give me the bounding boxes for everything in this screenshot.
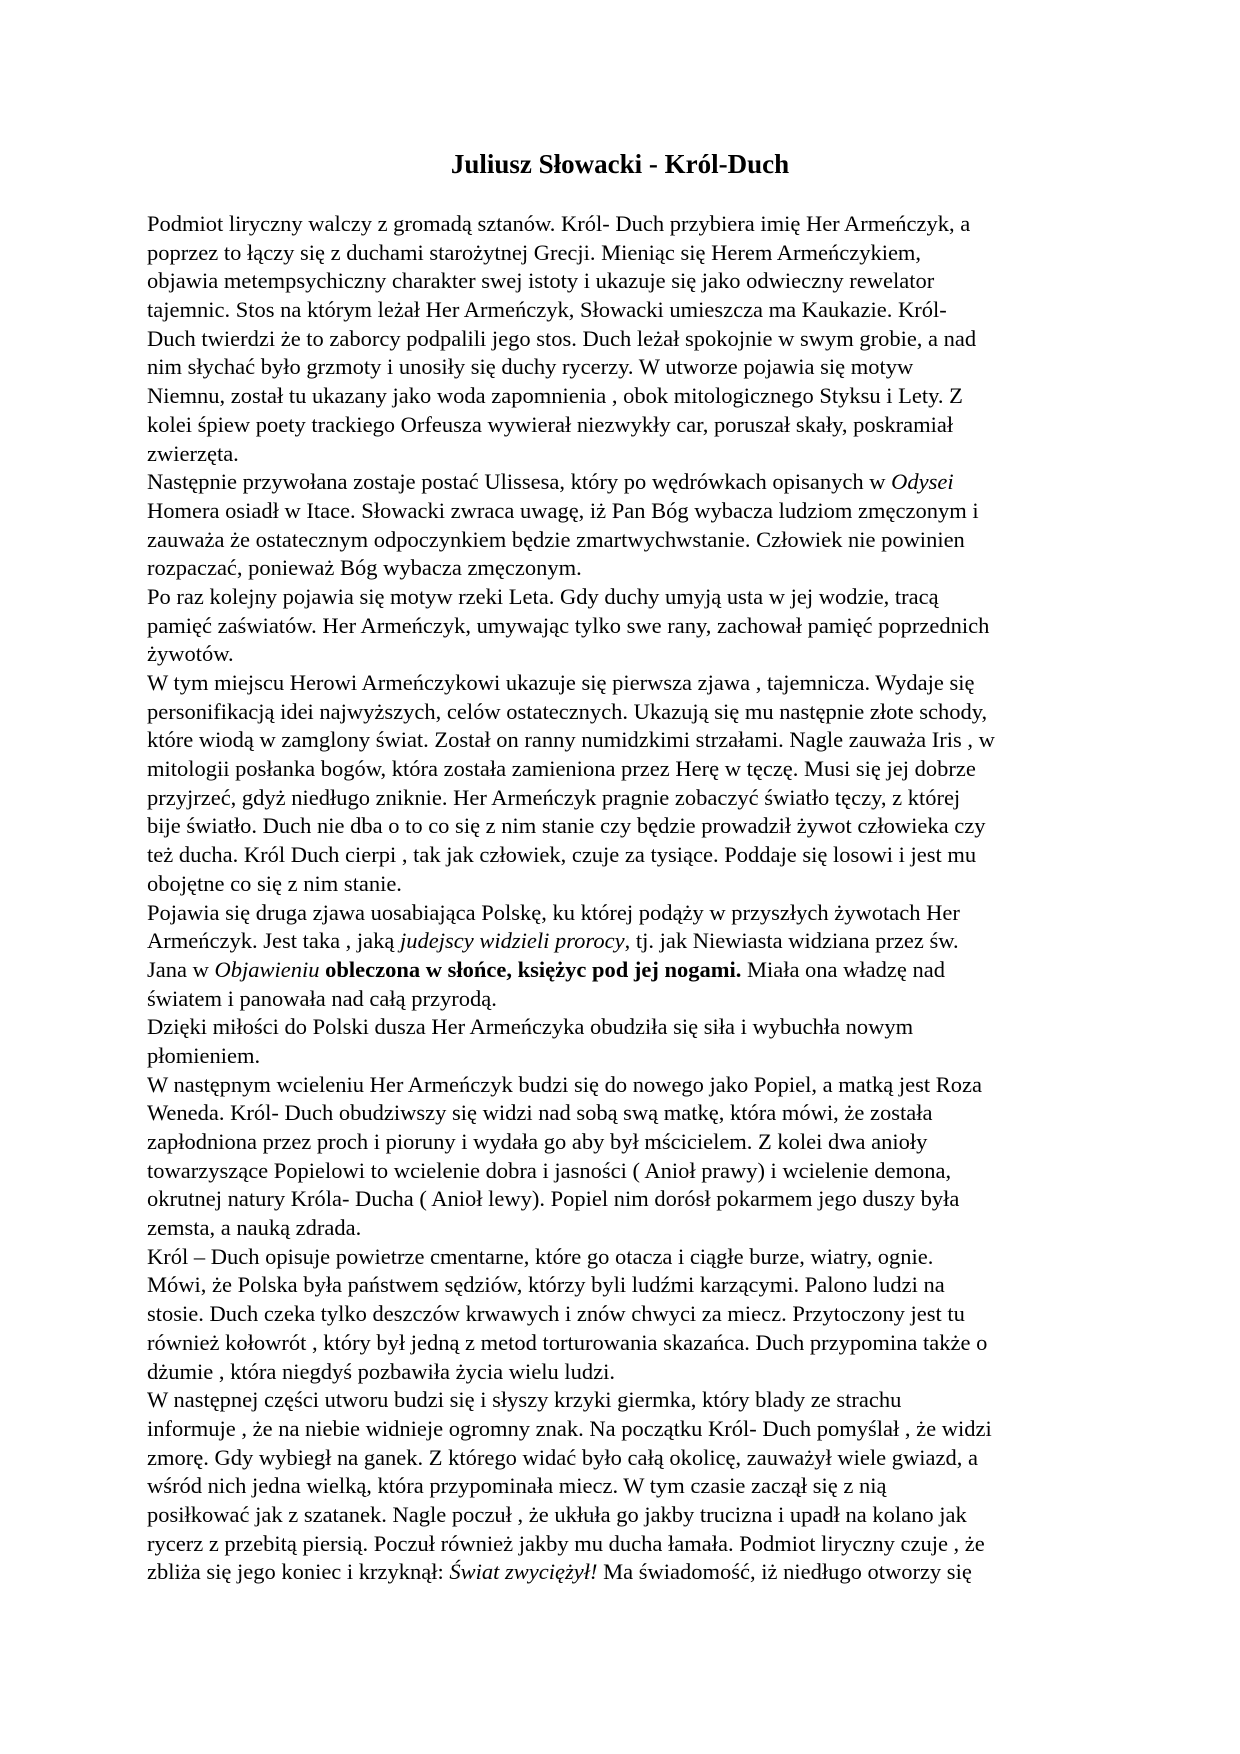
text-line: żywotów. xyxy=(147,641,234,667)
italic-phrase: Odysei xyxy=(891,469,954,495)
text-line: płomieniem. xyxy=(147,1042,261,1068)
text-line: zapłodniona przez proch i pioruny i wydała go aby był mścicielem. Z kolei dwa anioły xyxy=(147,1129,928,1154)
text-line: informuje , że na niebie widnieje ogromny znak. Na początku Król- Duch pomyślał , że widzi xyxy=(147,1415,992,1441)
text-line: rycerz z przebitą piersią. Poczuł również jakby mu ducha łamała. Podmiot liryczny czuje , że xyxy=(147,1530,985,1556)
text-line: okrutnej natury Króla- Ducha ( Anioł lewy). Popiel nim dorósł pokarmem jego duszy była xyxy=(147,1186,960,1212)
text-line: Niemnu, został tu ukazany jako woda zapomnienia , obok mitologicznego Styksu i Lety. Z xyxy=(147,383,963,409)
text-line: Król – Duch opisuje powietrze cmentarne, które go otacza i ciągłe burze, wiatry, ognie. xyxy=(147,1243,934,1269)
text-line: W następnej części utworu budzi się i słyszy krzyki giermka, który blady ze strachu xyxy=(147,1387,902,1413)
text-line: objawia metempsychiczny charakter swej istoty i ukazuje się jako odwieczny rewelator xyxy=(147,268,935,294)
italic-phrase: judejscy widzieli prorocy xyxy=(400,928,625,954)
text-line: kolei śpiew poety trackiego Orfeusza wywierał niezwykły car, poruszał skały, poskramiał xyxy=(147,411,954,437)
italic-phrase: Świat zwyciężył! xyxy=(449,1559,598,1585)
text-line: obojętne co się z nim stanie. xyxy=(147,870,402,896)
text-line: poprzez to łączy się z duchami starożytnej Grecji. Mieniąc się Herem Armeńczykiem, xyxy=(147,239,922,265)
text-line: W następnym wcieleniu Her Armeńczyk budzi się do nowego jako Popiel, a matką jest Roza xyxy=(147,1071,982,1097)
text-line: W tym miejscu Herowi Armeńczykowi ukazuje się pierwsza zjawa , tajemnicza. Wydaje się xyxy=(147,670,975,695)
text-line: Jana w Objawieniu obleczona w słońce, księżyc pod jej nogami. Miała ona władzę nad xyxy=(147,956,945,982)
page-title: Juliusz Słowacki - Król-Duch xyxy=(450,149,790,179)
text-line: towarzyszące Popielowi to wcielenie dobra i jasności ( Anioł prawy) i wcielenie demona, xyxy=(147,1157,952,1183)
body-text xyxy=(147,210,1087,1587)
text-line: Dzięki miłości do Polski dusza Her Armeńczyka obudziła się siła i wybuchła nowym xyxy=(147,1014,914,1040)
text-line: Armeńczyk. Jest taka , jaką judejscy widzieli prorocy, tj. jak Niewiasta widziana przez św. xyxy=(147,928,959,954)
text-line: zemsta, a nauką zdrada. xyxy=(147,1215,362,1241)
text-line: stosie. Duch czeka tylko deszczów krwawych i znów chwyci za miecz. Przytoczony jest tu xyxy=(147,1301,965,1327)
text-line: Pojawia się druga zjawa uosabiająca Polskę, ku której podąży w przyszłych żywotach Her xyxy=(147,899,960,925)
text-line: posiłkować jak z szatanek. Nagle poczuł , że ukłuła go jakby trucizna i upadł na kolano jak xyxy=(147,1501,967,1527)
text-line: Weneda. Król- Duch obudziwszy się widzi nad sobą swą matkę, która mówi, że została xyxy=(147,1100,933,1126)
text-line: dżumie , która niegdyś pozbawiła życia wielu ludzi. xyxy=(147,1358,615,1384)
text-line: które wiodą w zamglony świat. Został on ranny numidzkimi strzałami. Nagle zauważa Iris , w xyxy=(147,727,995,753)
text-line: Następnie przywołana zostaje postać Ulissesa, który po wędrówkach opisanych w Odysei xyxy=(147,469,954,495)
text-line: personifikacją idei najwyższych, celów ostatecznych. Ukazują się mu następnie złote schody, xyxy=(147,698,988,724)
text-line: zauważa że ostatecznym odpoczynkiem będzie zmartwychwstanie. Człowiek nie powinien xyxy=(147,526,965,552)
text-line: zmorę. Gdy wybiegł na ganek. Z którego widać było całą okolicę, zauważył wiele gwiazd, a xyxy=(147,1444,978,1470)
text-line: światem i panowała nad całą przyrodą. xyxy=(147,985,497,1011)
text-line: zwierzęta. xyxy=(147,440,239,466)
text-line: pamięć zaświatów. Her Armeńczyk, umywając tylko swe rany, zachował pamięć poprzednich xyxy=(147,612,990,638)
text-line: Po raz kolejny pojawia się motyw rzeki Leta. Gdy duchy umyją usta w jej wodzie, tracą xyxy=(147,583,939,609)
text-line: Podmiot liryczny walczy z gromadą sztanów. Król- Duch przybiera imię Her Armeńczyk, a xyxy=(147,211,971,236)
text-line: też ducha. Król Duch cierpi , tak jak człowiek, czuje za tysiące. Poddaje się losowi i jest mu xyxy=(147,842,977,868)
text-line: zbliża się jego koniec i krzyknął: Świat zwyciężył! Ma świadomość, iż niedługo otworzy się xyxy=(147,1559,972,1585)
text-line: Mówi, że Polska była państwem sędziów, którzy byli ludźmi karzącymi. Palono ludzi na xyxy=(147,1272,945,1298)
italic-phrase: Objawieniu xyxy=(214,956,320,982)
text-line: wśród nich jedna wielką, która przypominała miecz. W tym czasie zaczął się z nią xyxy=(147,1473,887,1499)
text-line: Duch twierdzi że to zaborcy podpalili jego stos. Duch leżał spokojnie w swym grobie, a nad xyxy=(147,325,977,351)
text-line: mitologii posłanka bogów, która została zamieniona przez Herę w tęczę. Musi się jej dobrze xyxy=(147,756,976,782)
text-line: rozpaczać, ponieważ Bóg wybacza zmęczonym. xyxy=(147,555,582,581)
text-line: tajemnic. Stos na którym leżał Her Armeńczyk, Słowacki umieszcza ma Kaukazie. Król- xyxy=(147,297,947,323)
text-line: przyjrzeć, gdyż niedługo zniknie. Her Armeńczyk pragnie zobaczyć światło tęczy, z której xyxy=(147,784,961,810)
text-line: bije światło. Duch nie dba o to co się z nim stanie czy będzie prowadził żywot człowieka czy xyxy=(147,813,986,839)
bold-phrase: obleczona w słońce, księżyc pod jej nogami. xyxy=(325,956,742,982)
text-line: również kołowrót , który był jedną z metod torturowania skazańca. Duch przypomina także o xyxy=(147,1329,988,1355)
text-line: nim słychać było grzmoty i unosiły się duchy rycerzy. W utworze pojawia się motyw xyxy=(147,354,914,380)
text-line: Homera osiadł w Itace. Słowacki zwraca uwagę, iż Pan Bóg wybacza ludziom zmęczonym i xyxy=(147,497,979,523)
